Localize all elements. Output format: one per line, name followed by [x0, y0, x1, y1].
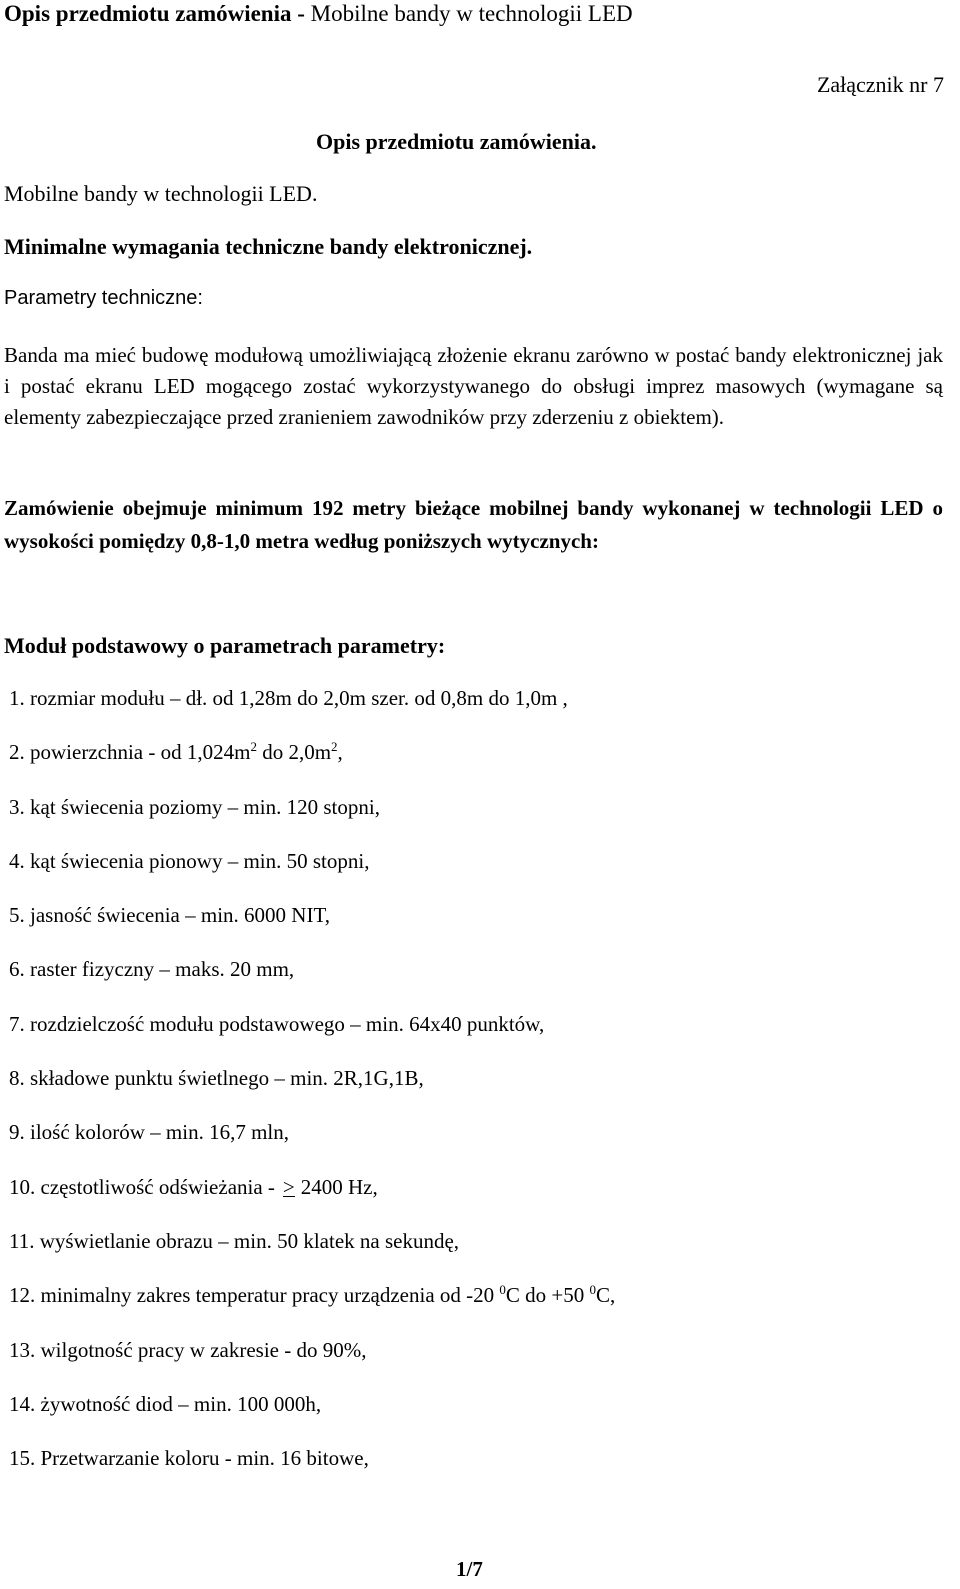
subject-line: Mobilne bandy w technologii LED. [4, 181, 318, 206]
params-label: Parametry techniczne: [4, 287, 203, 309]
order-scope-paragraph: Zamówienie obejmuje minimum 192 metry bieżące mobilnej bandy wykonanej w technologii LED o wysokości pomiędzy 0,8-1,0 metra według poniższych wytycznych: [4, 496, 943, 553]
list-item: 7. rozdzielczość modułu podstawowego – min. 64x40 punktów, [9, 1011, 545, 1036]
list-item: 3. kąt świecenia poziomy – min. 120 stopni, [9, 794, 380, 819]
requirements-heading: Minimalne wymagania techniczne bandy elektronicznej. [4, 234, 533, 259]
list-item: 4. kąt świecenia pionowy – min. 50 stopni, [9, 848, 370, 873]
list-item: 2. powierzchnia - od $1,024m^2$ do $2,0m^2$, [9, 739, 343, 765]
intro-paragraph: Banda ma mieć budowę modułową umożliwiającą złożenie ekranu zarówno w postać bandy elektronicznej jak i postać ekranu LED mogącego zostać wykorzystywanego do obsługi imprez masowych (wymagane są elementy zabezpieczające przed zranieniem zawodników przy zderzeniu z obiektem). [4, 343, 943, 429]
page-number: 1/7 [456, 1557, 483, 1581]
attachment-label: Załącznik nr 7 [816, 72, 944, 97]
list-item: 10. częstotliwość odświeżania - > 2400 Hz, [9, 1174, 378, 1199]
header-title-bold: Opis przedmiotu zamówienia - [4, 1, 305, 26]
document-title: Opis przedmiotu zamówienia. [316, 129, 597, 154]
list-item: 1. rozmiar modułu – dł. od 1,28m do 2,0m szer. od 0,8m do 1,0m , [9, 686, 568, 710]
header-title-rest: Mobilne bandy w technologii LED [304, 1, 633, 26]
list-item: 14. żywotność diod – min. 100 000h, [9, 1391, 322, 1416]
list-item: 15. Przetwarzanie koloru - min. 16 bitowe, [9, 1446, 369, 1471]
module-heading: Moduł podstawowy o parametrach parametry: [4, 633, 446, 658]
document-header [4, 0, 633, 28]
list-item: 11. wyświetlanie obrazu – min. 50 klatek na sekundę, [9, 1228, 460, 1253]
list-item: 13. wilgotność pracy w zakresie - do 90%, [9, 1337, 367, 1362]
list-item: 9. ilość kolorów – min. 16,7 mln, [9, 1120, 289, 1145]
list-item: 5. jasność świecenia – min. 6000 NIT, [9, 903, 330, 928]
greater-equal-icon: > [282, 1174, 295, 1199]
parameter-list [9, 684, 615, 1498]
list-item: 12. minimalny zakres temperatur pracy urządzenia od -20 $^0$C do +50 $^0$C, [9, 1282, 616, 1308]
list-item: 6. raster fizyczny – maks. 20 mm, [9, 957, 295, 982]
list-item: 8. składowe punktu świetlnego – min. 2R,1G,1B, [9, 1066, 424, 1091]
